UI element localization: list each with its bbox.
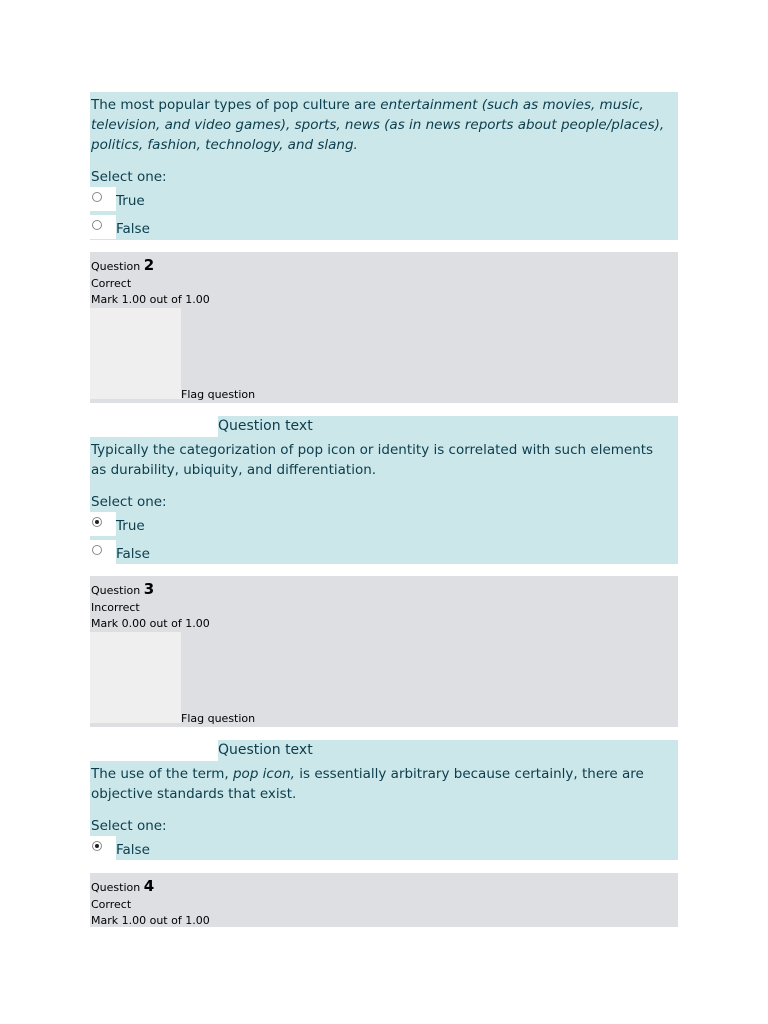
question-3-info (90, 576, 678, 727)
question-grade: Mark 0.00 out of 1.00 (91, 617, 210, 630)
question-2-info (90, 252, 678, 403)
answer-label[interactable]: False (116, 221, 150, 237)
flag-question-link[interactable]: Flag question (181, 388, 256, 401)
flag-icon-area (90, 308, 181, 399)
answer-option-false[interactable] (90, 836, 678, 864)
answer-option-true[interactable] (90, 512, 678, 540)
answer-option-false[interactable] (90, 215, 678, 243)
question-1-formulation (90, 92, 678, 240)
question-state: Incorrect (91, 601, 140, 614)
select-one-prompt: Select one: (91, 494, 167, 510)
answer-option-true[interactable] (90, 187, 678, 215)
question-3-text: The use of the term, pop icon, is essentially arbitrary because certainly, there are objective standards that exist. (91, 766, 644, 802)
select-one-prompt: Select one: (91, 818, 167, 834)
answer-label[interactable]: True (116, 518, 145, 534)
question-grade: Mark 1.00 out of 1.00 (91, 293, 210, 306)
answer-option-false[interactable] (90, 540, 678, 568)
radio-button[interactable] (92, 220, 102, 230)
question-number: Question 4 (91, 877, 155, 895)
answer-label[interactable]: True (116, 193, 145, 209)
answer-label[interactable]: False (116, 546, 150, 562)
question-text-heading: Question text (218, 418, 313, 434)
question-text-heading: Question text (218, 742, 313, 758)
question-4-info (90, 873, 678, 927)
question-2-formulation (90, 437, 678, 564)
question-3-formulation (90, 761, 678, 860)
question-2-text-header (90, 416, 678, 437)
radio-button[interactable] (92, 545, 102, 555)
question-state: Correct (91, 277, 132, 290)
question-grade: Mark 1.00 out of 1.00 (91, 914, 210, 927)
flag-icon-area (90, 632, 181, 723)
question-1-text: The most popular types of pop culture are entertainment (such as movies, music, television, and video games), sports, news (as in news reports about people/places), politics, fashion, technology, and slang. (91, 97, 665, 153)
select-one-prompt: Select one: (91, 169, 167, 185)
question-2-text: Typically the categorization of pop icon or identity is correlated with such elements as durability, ubiquity, and differentiation. (91, 442, 654, 478)
question-3-text-header (90, 740, 678, 761)
question-number: Question 3 (91, 580, 155, 598)
question-state: Correct (91, 898, 132, 911)
radio-button[interactable] (92, 192, 102, 202)
answer-label[interactable]: False (116, 842, 150, 858)
radio-button-selected[interactable] (92, 517, 102, 527)
flag-question-link[interactable]: Flag question (181, 712, 256, 725)
radio-button-selected[interactable] (92, 841, 102, 851)
question-number: Question 2 (91, 256, 155, 274)
